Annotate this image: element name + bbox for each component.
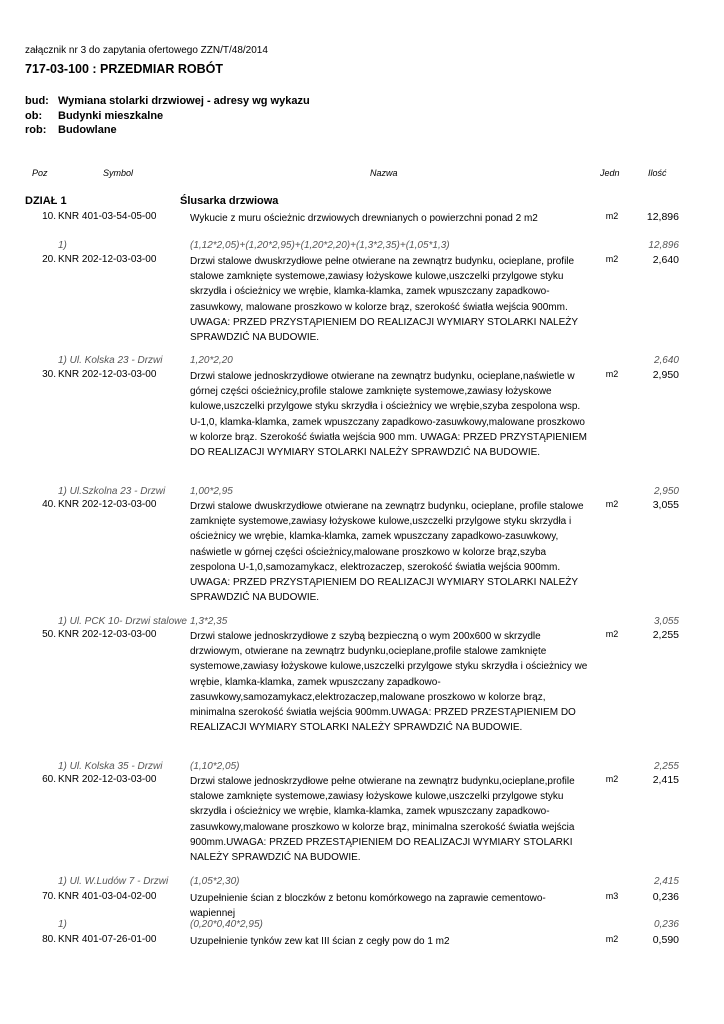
calc-subtitle: 1) [58, 240, 67, 251]
item-name: Drzwi stalowe jednoskrzydłowe pełne otwierane na zewnątrz budynku,ocieplane,profile stalowe zamknięte systemowe,zawiasy łożyskowe kulowe,uszczelki przylgowe styku skrzydła i ościeżnicy we wrębie, klamka-klamka, zamek wpuszczany zapadkowo-zasuwkowy,malowane proszkowo w kolorze brąz, minimalna szerokość światła wejścia 900mm.UWAGA: PRZED PRZESTĄPIENIEM DO REALIZACJI WYMIARY STOLARKI NALEŻY SPRAWDZIĆ NA BUDOWIE. [190, 776, 575, 864]
calc-subtitle: 1) Ul. Kolska 23 - Drzwi [58, 355, 163, 366]
item-quantity: 0,236 [652, 891, 679, 903]
info-key-rob: rob: [25, 124, 47, 136]
item-quantity: 2,255 [652, 629, 679, 641]
item-name: Uzupełnienie ścian z bloczków z betonu komórkowego na zaprawie cementowo-wapiennej [190, 893, 546, 920]
item-name: Uzupełnienie tynków zew kat III ścian z cegły pow do 1 m2 [190, 936, 450, 947]
calc-expression: 1,20*2,20 [190, 355, 233, 366]
column-header-symbol: Symbol [103, 168, 134, 178]
section-name: Ślusarka drzwiowa [180, 195, 279, 207]
calc-sum: 2,415 [653, 876, 679, 887]
column-header-nazwa: Nazwa [370, 168, 398, 178]
info-value-rob: Budowlane [58, 124, 117, 136]
calc-subtitle: 1) [58, 919, 67, 930]
item-quantity: 3,055 [652, 499, 679, 511]
item-position: 40. [42, 499, 56, 510]
calc-sum: 2,950 [653, 486, 679, 497]
calc-subtitle: 1) Ul. PCK 10- Drzwi stalowe [58, 616, 187, 627]
item-unit: m2 [605, 369, 619, 379]
info-key-ob: ob: [25, 110, 43, 122]
item-symbol: KNR 401-03-54-05-00 [58, 211, 157, 222]
item-name: Drzwi stalowe jednoskrzydłowe otwierane na zewnątrz budynku, ocieplane,naświetle w górnej części ościeżnicy,profile stalowe zamknięte systemowe,zawiasy łożyskowe kulowe,uszczelki przylgowe styku skrzydła i ościeżnicy we wrębie,szyba zespolona wsp. U-1,0, klamka-klamka, zamek wpuszczany zapadkowo-zasuwkowy,malowane proszkowo w kolorze brąz. Szerokość światła wejścia 900 mm. UWAGA: PRZED PRZYSTĄPIENIEM DO REALIZACJI WYMIARY STOLARKI NALEŻY SPRAWDZIĆ NA BUDOWIE. [190, 371, 587, 459]
item-name: Drzwi stalowe dwuskrzydłowe pełne otwierane na zewnątrz budynku, ocieplane, profile stalowe zamknięte systemowe,zawiasy łożyskowe kulowe,uszczelki przylgowe styku skrzydła i ościeżnicy we wrębie, klamka-klamka, zamek wpuszczany zapadkowo-zasuwkowy, malowane proszkowo w kolorze brąz, szerokość światła wejścia 900mm. UWAGA: PRZED PRZYSTĄPIENIEM DO REALIZACJI WYMIARY STOLARKI NALEŻY SPRAWDZIĆ NA BUDOWIE. [190, 256, 578, 344]
item-symbol: KNR 202-12-03-03-00 [58, 254, 157, 265]
calc-subtitle: 1) Ul.Szkolna 23 - Drzwi [58, 486, 166, 497]
item-position: 50. [42, 629, 56, 640]
item-unit: m2 [605, 629, 619, 639]
item-position: 80. [42, 934, 56, 945]
calc-expression: (1,05*2,30) [190, 876, 240, 887]
item-name: Wykucie z muru ościeżnic drzwiowych drewnianych o powierzchni ponad 2 m2 [190, 213, 538, 224]
document-title: 717-03-100 : PRZEDMIAR ROBÓT [25, 62, 223, 76]
info-key-bud: bud: [25, 95, 49, 107]
calc-expression: (0,20*0,40*2,95) [190, 919, 263, 930]
item-unit: m2 [605, 934, 619, 944]
item-unit: m2 [605, 254, 619, 264]
item-name: Drzwi stalowe jednoskrzydłowe z szybą bezpieczną o wym 200x600 w skrzydle drzwiowym, otwierane na zewnątrz budynku,ocieplane,profile stalowe zamknięte systemowe,zawiasy łożyskowe kulowe,uszczelki przylgowe styku skrzydła i ościeżnicy we wrębie, klamka-klamka, zamek wpuszczany zapadkowo-zasuwkowy,samozamykacz,elektrozaczep,malowane proszkowo w kolorze brąz, minimalna szerokość światła wejścia 900mm.UWAGA: PRZED PRZESTĄPIENIEM DO REALIZACJI WYMIARY STOLARKI NALEŻY SPRAWDZIĆ NA BUDOWIE. [190, 631, 588, 734]
calc-sum: 0,236 [653, 919, 679, 930]
item-position: 30. [42, 369, 56, 380]
calc-sum: 3,055 [653, 616, 679, 627]
calc-sum: 12,896 [648, 240, 679, 251]
calc-expression: 1,00*2,95 [190, 486, 233, 497]
calc-expression: (1,12*2,05)+(1,20*2,95)+(1,20*2,20)+(1,3*2,35)+(1,05*1,3) [190, 240, 450, 251]
item-symbol: KNR 401-07-26-01-00 [58, 934, 157, 945]
calc-sum: 2,640 [653, 355, 679, 366]
item-symbol: KNR 202-12-03-03-00 [58, 629, 157, 640]
item-unit: m2 [605, 774, 619, 784]
item-position: 10. [42, 211, 56, 222]
calc-subtitle: 1) Ul. W.Ludów 7 - Drzwi [58, 876, 169, 887]
item-unit: m3 [605, 891, 619, 901]
item-quantity: 0,590 [652, 934, 679, 946]
calc-expression: (1,10*2,05) [190, 761, 240, 772]
item-symbol: KNR 202-12-03-03-00 [58, 774, 157, 785]
column-header-jedn: Jedn [600, 168, 620, 178]
item-position: 20. [42, 254, 56, 265]
attachment-note: załącznik nr 3 do zapytania ofertowego ZZN/T/48/2014 [25, 45, 268, 56]
info-value-bud: Wymiana stolarki drzwiowej - adresy wg wykazu [58, 95, 310, 107]
item-name: Drzwi stalowe dwuskrzydłowe otwierane na zewnątrz budynku, ocieplane, profile stalowe zamknięte systemowe,zawiasy łożyskowe kulowe,uszczelki przylgowe styku skrzydła i ościeżnicy we wrębie, klamka-klamka, zamek wpuszczany zapadkowo-zasuwkowy, naświetle w górnej części ościeżnicy,malowane proszkowo w kolorze brąz,szyba zespolona U-1,0,samozamykacz, elektrozaczep, szerokość światła wejścia 900mm. UWAGA: PRZED PRZYSTĄPIENIEM DO REALIZACJI WYMIARY STOLARKI NALEŻY SPRAWDZIĆ NA BUDOWIE. [190, 501, 584, 604]
item-quantity: 12,896 [646, 211, 679, 223]
calc-expression: 1,3*2,35 [190, 616, 228, 627]
item-quantity: 2,415 [652, 774, 679, 786]
column-header-ilosc: Ilość [648, 168, 667, 178]
item-position: 60. [42, 774, 56, 785]
column-header-poz: Poz [32, 168, 48, 178]
info-value-ob: Budynki mieszkalne [58, 110, 164, 122]
item-symbol: KNR 401-03-04-02-00 [58, 891, 157, 902]
item-symbol: KNR 202-12-03-03-00 [58, 499, 157, 510]
item-position: 70. [42, 891, 56, 902]
item-unit: m2 [605, 499, 619, 509]
item-quantity: 2,950 [652, 369, 679, 381]
item-symbol: KNR 202-12-03-03-00 [58, 369, 157, 380]
calc-subtitle: 1) Ul. Kolska 35 - Drzwi [58, 761, 163, 772]
item-unit: m2 [605, 211, 619, 221]
item-quantity: 2,640 [652, 254, 679, 266]
calc-sum: 2,255 [653, 761, 679, 772]
section-label: DZIAŁ 1 [25, 195, 67, 207]
